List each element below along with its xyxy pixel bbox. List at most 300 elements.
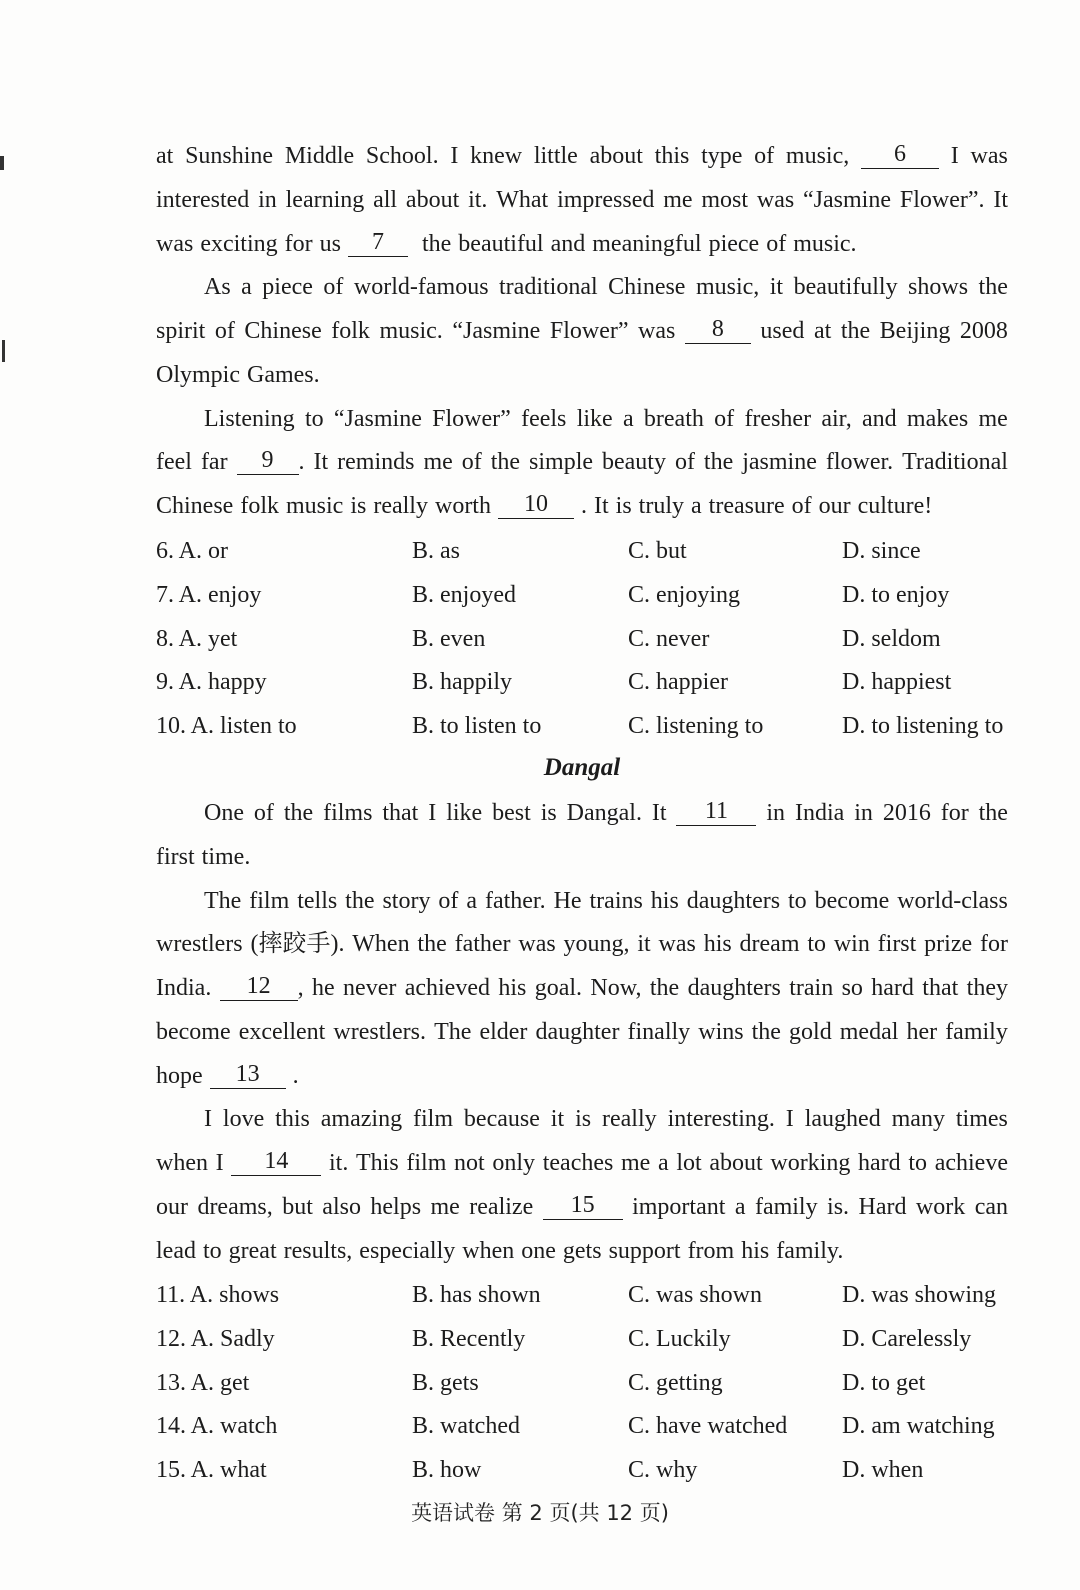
answer-blank bbox=[685, 309, 751, 353]
word: piece bbox=[262, 274, 313, 301]
word: one bbox=[521, 1237, 556, 1264]
word: wrestlers. bbox=[333, 1018, 427, 1045]
word: to bbox=[908, 1150, 928, 1176]
word: medal bbox=[839, 1018, 899, 1045]
word: of bbox=[714, 405, 735, 432]
option-c: C. but bbox=[628, 538, 687, 564]
word: to bbox=[304, 405, 324, 432]
word: the bbox=[490, 449, 521, 476]
word: reminds bbox=[337, 449, 415, 476]
word: from bbox=[687, 1237, 735, 1264]
word: shows bbox=[908, 274, 969, 301]
option-d: D. seldom bbox=[842, 625, 941, 652]
word: lead bbox=[156, 1237, 196, 1264]
blank-number: 11 bbox=[676, 799, 756, 826]
word: in bbox=[766, 800, 786, 826]
word: world-famous bbox=[353, 274, 489, 301]
word: What bbox=[496, 186, 549, 213]
word: the bbox=[283, 800, 314, 826]
word: trains bbox=[589, 887, 643, 914]
word: Now, bbox=[590, 975, 642, 1001]
word: the bbox=[978, 274, 1008, 301]
word: but bbox=[282, 1193, 313, 1220]
word: me bbox=[621, 1150, 651, 1176]
text-line bbox=[156, 353, 1008, 397]
word: is. bbox=[827, 1193, 850, 1220]
word: of bbox=[323, 274, 344, 301]
word: because bbox=[463, 1106, 540, 1133]
word: really bbox=[602, 1106, 657, 1133]
blank-number: 10 bbox=[498, 492, 574, 519]
word: a bbox=[466, 887, 478, 914]
word: The bbox=[204, 887, 242, 914]
option-c: C. happier bbox=[628, 669, 728, 696]
word: to bbox=[807, 931, 826, 958]
word: important bbox=[632, 1193, 726, 1220]
word: become bbox=[156, 1018, 231, 1045]
word: about bbox=[709, 1150, 763, 1176]
word: it bbox=[637, 931, 651, 958]
word: learning bbox=[285, 186, 365, 213]
word: Olympic bbox=[156, 361, 240, 388]
word: little bbox=[533, 143, 578, 169]
answer-blank: 10 . bbox=[498, 484, 587, 528]
word: piece bbox=[708, 230, 760, 257]
word: finally bbox=[627, 1018, 691, 1045]
blank-number: 15 bbox=[543, 1193, 623, 1220]
word: Chinese bbox=[608, 274, 686, 301]
word: was bbox=[518, 931, 556, 958]
section-title: Dangal bbox=[543, 754, 621, 781]
option-a: 13. A. get bbox=[156, 1369, 250, 1396]
word: Flower” bbox=[549, 318, 629, 344]
word: the bbox=[417, 931, 447, 958]
word: also bbox=[322, 1193, 361, 1220]
option-a: 6. A. or bbox=[156, 538, 228, 564]
text-line bbox=[156, 1141, 1008, 1185]
word: simple bbox=[529, 449, 594, 476]
word: it. bbox=[468, 186, 488, 213]
word: treasure bbox=[708, 493, 785, 519]
word: hope bbox=[156, 1062, 203, 1089]
word: feel bbox=[156, 449, 192, 476]
text-line bbox=[156, 791, 1008, 835]
text-line bbox=[156, 1010, 1008, 1054]
word: helps bbox=[370, 1193, 422, 1220]
word: truly bbox=[638, 493, 684, 519]
answer-blank bbox=[231, 1141, 321, 1185]
word: great bbox=[228, 1237, 277, 1264]
text-line bbox=[156, 1185, 1008, 1229]
word: film bbox=[406, 1150, 447, 1176]
word: to bbox=[202, 1237, 222, 1264]
word: Hard bbox=[858, 1193, 907, 1220]
text-line bbox=[156, 879, 1008, 923]
word: our bbox=[156, 1193, 188, 1220]
blank-number: 14 bbox=[231, 1149, 321, 1176]
option-b: B. has shown bbox=[412, 1282, 541, 1308]
word: music, bbox=[785, 143, 850, 169]
answer-blank bbox=[543, 1185, 623, 1229]
word: Middle bbox=[284, 143, 355, 169]
option-d: D. to listening to bbox=[842, 713, 1004, 739]
word: this bbox=[654, 143, 690, 169]
text-line bbox=[156, 1054, 1008, 1098]
word: flower. bbox=[825, 449, 894, 476]
word: excellent bbox=[238, 1018, 326, 1045]
word: is bbox=[350, 493, 367, 519]
word: wins bbox=[698, 1018, 744, 1045]
blank-number: 12 bbox=[220, 974, 298, 1001]
word: Chinese bbox=[244, 318, 322, 344]
text-line bbox=[156, 440, 1008, 484]
word: it bbox=[769, 274, 784, 301]
word: dream bbox=[739, 931, 800, 958]
word: father. bbox=[484, 887, 546, 914]
word: Chinese bbox=[156, 493, 234, 519]
word: story bbox=[382, 887, 431, 914]
option-c: C. listening to bbox=[628, 713, 764, 739]
question-row bbox=[156, 1361, 1008, 1405]
text-line bbox=[156, 922, 1008, 966]
word: 2008 bbox=[959, 318, 1008, 344]
word: especially bbox=[359, 1237, 456, 1264]
word: worth bbox=[434, 493, 491, 519]
option-b: B. as bbox=[412, 538, 460, 564]
option-d: D. Carelessly bbox=[842, 1325, 972, 1352]
question-row bbox=[156, 704, 1008, 748]
text-line bbox=[156, 309, 1008, 353]
word: results, bbox=[283, 1237, 353, 1264]
word: Sunshine bbox=[185, 143, 274, 169]
answer-blank bbox=[348, 222, 415, 266]
text-line bbox=[156, 1097, 1008, 1141]
word: his bbox=[741, 1237, 770, 1264]
option-a: 9. A. happy bbox=[156, 669, 267, 696]
word: “Jasmine bbox=[803, 186, 892, 213]
word: music. bbox=[793, 230, 857, 257]
word: me bbox=[430, 1193, 460, 1220]
word: I bbox=[215, 1150, 224, 1176]
option-a: 15. A. what bbox=[156, 1457, 267, 1483]
word: like bbox=[576, 405, 613, 432]
word: in bbox=[854, 800, 873, 826]
word: work bbox=[915, 1193, 966, 1220]
word: the bbox=[345, 887, 375, 914]
word: times bbox=[955, 1106, 1008, 1133]
word: film bbox=[413, 1106, 453, 1133]
word: “Jasmine bbox=[333, 405, 422, 432]
word: far bbox=[200, 449, 228, 476]
word: teaches bbox=[542, 1150, 614, 1176]
option-a: 7. A. enjoy bbox=[156, 581, 262, 608]
word: feels bbox=[521, 405, 567, 432]
word: me bbox=[663, 186, 693, 213]
word: Flower”. bbox=[899, 186, 985, 213]
word: support bbox=[608, 1237, 681, 1264]
word: music. bbox=[379, 318, 443, 344]
word: interesting. bbox=[667, 1106, 775, 1133]
word: hard bbox=[871, 975, 914, 1001]
word: it. bbox=[329, 1150, 349, 1176]
word: for bbox=[284, 230, 313, 257]
word: the bbox=[649, 975, 680, 1001]
word: of bbox=[214, 318, 235, 344]
option-c: C. why bbox=[628, 1457, 698, 1483]
text-line bbox=[156, 397, 1008, 441]
word: in bbox=[258, 186, 277, 213]
option-c: C. have watched bbox=[628, 1413, 788, 1440]
answer-blank: 9 . bbox=[237, 440, 305, 484]
word: goal. bbox=[534, 975, 583, 1001]
word: As bbox=[204, 274, 231, 301]
word: India. bbox=[156, 975, 212, 1001]
word: about bbox=[589, 143, 643, 169]
word: gold bbox=[789, 1018, 832, 1045]
word: not bbox=[454, 1150, 485, 1176]
word: best bbox=[492, 800, 531, 826]
word: a bbox=[622, 405, 634, 432]
option-b: B. even bbox=[412, 625, 486, 652]
word: when bbox=[462, 1237, 515, 1264]
question-row bbox=[156, 1273, 1008, 1317]
word: fresher bbox=[744, 405, 812, 432]
question-row bbox=[156, 529, 1008, 573]
blank-number: 7 bbox=[348, 230, 408, 257]
text-line bbox=[156, 835, 1008, 879]
answer-blank bbox=[861, 134, 939, 178]
word: Traditional bbox=[902, 449, 1008, 476]
option-d: D. to enjoy bbox=[842, 581, 950, 608]
word: so bbox=[841, 975, 863, 1001]
word: breath bbox=[643, 405, 704, 432]
word: his bbox=[703, 931, 732, 958]
text-line bbox=[156, 1229, 1008, 1273]
option-d: D. happiest bbox=[842, 669, 952, 696]
question-row bbox=[156, 1317, 1008, 1361]
word: win bbox=[833, 931, 870, 958]
word: father bbox=[454, 931, 511, 958]
answer-blank: 13 . bbox=[210, 1054, 299, 1098]
word: like bbox=[446, 800, 483, 826]
word: at bbox=[813, 318, 832, 344]
word: dreams, bbox=[197, 1193, 273, 1220]
word: working bbox=[770, 1150, 851, 1176]
word: This bbox=[356, 1150, 399, 1176]
option-c: C. never bbox=[628, 625, 710, 652]
word: amazing bbox=[320, 1106, 403, 1133]
text-line bbox=[156, 134, 1008, 178]
word: of bbox=[438, 887, 459, 914]
word: “Jasmine bbox=[452, 318, 541, 344]
scan-edge-mark bbox=[0, 156, 4, 170]
word: laughed bbox=[804, 1106, 881, 1133]
word: he bbox=[312, 975, 335, 1001]
word: beautiful bbox=[458, 230, 544, 257]
word: realize bbox=[469, 1193, 534, 1220]
word: knew bbox=[470, 143, 523, 169]
word: One bbox=[204, 800, 244, 826]
option-a: 12. A. Sadly bbox=[156, 1325, 275, 1352]
word: a bbox=[658, 1150, 669, 1176]
word: Listening bbox=[204, 405, 295, 432]
word: He bbox=[553, 887, 582, 914]
word: is bbox=[615, 493, 632, 519]
option-d: D. since bbox=[842, 538, 921, 564]
word: Flower” bbox=[432, 405, 511, 432]
word: daughter bbox=[535, 1018, 620, 1045]
word: the bbox=[978, 800, 1008, 826]
word: us bbox=[319, 230, 341, 257]
option-b: B. watched bbox=[412, 1413, 520, 1440]
word: and bbox=[861, 405, 897, 432]
word: daughters bbox=[686, 887, 781, 914]
word: our bbox=[818, 493, 851, 519]
option-d: D. am watching bbox=[842, 1413, 995, 1440]
option-d: D. when bbox=[842, 1457, 924, 1483]
option-c: C. was shown bbox=[628, 1282, 763, 1308]
word: makes bbox=[906, 405, 969, 432]
blank-number: 9 bbox=[237, 448, 299, 475]
word: it bbox=[550, 1106, 565, 1133]
text-line bbox=[156, 178, 1008, 222]
word: culture! bbox=[857, 493, 933, 519]
word: that bbox=[922, 975, 959, 1001]
word: It bbox=[993, 186, 1008, 213]
word: train bbox=[789, 975, 834, 1001]
word: traditional bbox=[499, 274, 598, 301]
word: his bbox=[498, 975, 527, 1001]
word: Beijing bbox=[879, 318, 951, 344]
word: used bbox=[760, 318, 805, 344]
word: when bbox=[156, 1150, 208, 1176]
word: (摔跤手). bbox=[250, 931, 345, 958]
option-d: D. was showing bbox=[842, 1282, 996, 1308]
word: The bbox=[434, 1018, 472, 1045]
word: It bbox=[651, 800, 667, 826]
word: about bbox=[405, 186, 460, 213]
word: air, bbox=[821, 405, 852, 432]
text-line bbox=[156, 222, 1008, 266]
word: is bbox=[575, 1106, 592, 1133]
word: a bbox=[241, 274, 252, 301]
question-row bbox=[156, 660, 1008, 704]
option-c: C. Luckily bbox=[628, 1325, 731, 1352]
word: of bbox=[253, 800, 274, 826]
word: wrestlers bbox=[156, 931, 243, 958]
word: was bbox=[156, 230, 194, 257]
word: of bbox=[461, 449, 482, 476]
blank-number: 6 bbox=[861, 142, 939, 169]
word: prize bbox=[924, 931, 973, 958]
word: of bbox=[766, 230, 787, 257]
word: films bbox=[323, 800, 373, 826]
question-row bbox=[156, 1448, 1008, 1492]
word: School. bbox=[365, 143, 439, 169]
word: for bbox=[940, 800, 969, 826]
word: of bbox=[754, 143, 775, 169]
option-d: D. to get bbox=[842, 1369, 926, 1396]
word: 2016 bbox=[882, 800, 931, 826]
word: When bbox=[352, 931, 410, 958]
word: many bbox=[891, 1106, 945, 1133]
word: the bbox=[703, 449, 734, 476]
option-c: C. enjoying bbox=[628, 581, 740, 608]
word: I bbox=[204, 1106, 212, 1133]
word: spirit bbox=[156, 318, 206, 344]
word: is bbox=[540, 800, 557, 826]
word: young, bbox=[563, 931, 630, 958]
word: of bbox=[791, 493, 812, 519]
page-footer: 英语试卷 第 2 页(共 12 页) bbox=[411, 1501, 669, 1525]
word: for bbox=[979, 931, 1008, 958]
word: at bbox=[156, 143, 174, 169]
word: I bbox=[428, 800, 437, 826]
scan-edge-mark bbox=[2, 340, 5, 362]
option-b: B. gets bbox=[412, 1369, 479, 1396]
word: family bbox=[945, 1018, 1008, 1045]
word: a bbox=[691, 493, 702, 519]
text-line bbox=[156, 966, 1008, 1010]
word: her bbox=[906, 1018, 938, 1045]
word: love bbox=[222, 1106, 265, 1133]
option-b: B. Recently bbox=[412, 1325, 526, 1352]
word: daughters bbox=[687, 975, 781, 1001]
word: first bbox=[156, 843, 195, 870]
word: his bbox=[650, 887, 679, 914]
word: this bbox=[275, 1106, 310, 1133]
word: Games. bbox=[247, 361, 320, 388]
word: I bbox=[950, 143, 959, 169]
option-a: 10. A. listen to bbox=[156, 713, 297, 739]
word: India bbox=[794, 800, 845, 826]
word: elder bbox=[479, 1018, 528, 1045]
word: film bbox=[249, 887, 290, 914]
word: most bbox=[701, 186, 749, 213]
text-line bbox=[156, 265, 1008, 309]
option-a: 14. A. watch bbox=[156, 1413, 278, 1440]
word: beauty bbox=[601, 449, 666, 476]
word: hard bbox=[858, 1150, 901, 1176]
word: type bbox=[701, 143, 743, 169]
word: and bbox=[550, 230, 586, 257]
word: was bbox=[658, 931, 696, 958]
word: me bbox=[423, 449, 453, 476]
word: music bbox=[286, 493, 344, 519]
word: never bbox=[343, 975, 397, 1001]
word: meaningful bbox=[592, 230, 702, 257]
word: family bbox=[754, 1193, 818, 1220]
word: all bbox=[373, 186, 398, 213]
word: only bbox=[492, 1150, 536, 1176]
word: to bbox=[788, 887, 807, 914]
option-a: 8. A. yet bbox=[156, 625, 238, 652]
option-a: 11. A. shows bbox=[156, 1282, 280, 1308]
word: exciting bbox=[200, 230, 278, 257]
word: I bbox=[785, 1106, 794, 1133]
word: impressed bbox=[557, 186, 655, 213]
word: the bbox=[751, 1018, 781, 1045]
word: first bbox=[877, 931, 917, 958]
word: a bbox=[734, 1193, 746, 1220]
answer-blank bbox=[676, 791, 756, 835]
question-row bbox=[156, 1404, 1008, 1448]
word: It bbox=[593, 493, 609, 519]
word: beautifully bbox=[793, 274, 898, 301]
option-b: B. to listen to bbox=[412, 713, 542, 739]
word: folk bbox=[240, 493, 279, 519]
option-b: B. enjoyed bbox=[412, 581, 516, 608]
